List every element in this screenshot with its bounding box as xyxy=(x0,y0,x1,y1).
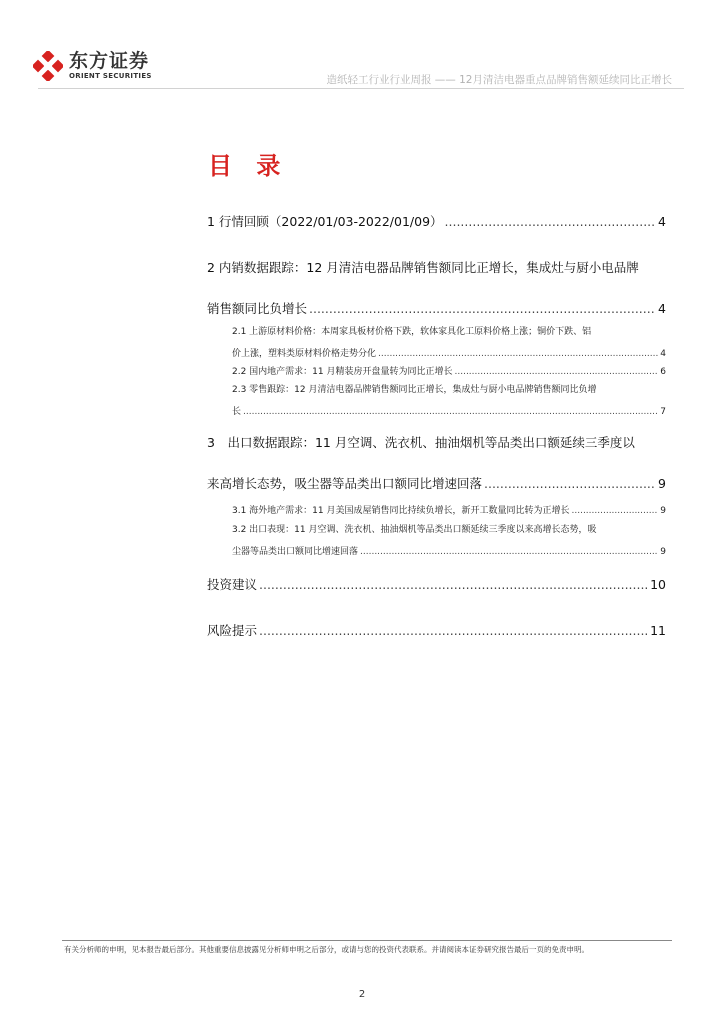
footer-disclaimer: 有关分析师的申明，见本报告最后部分。其他重要信息披露见分析师申明之后部分，或请与您的投资代表联系。并请阅读本证券研究报告最后一页的免责申明。 xyxy=(64,945,589,954)
toc-entry-title-cont: 销售额同比负增长 xyxy=(207,301,308,316)
toc-leader-dots xyxy=(243,407,658,417)
page-number: 2 xyxy=(358,989,366,1000)
toc-entry-2[interactable] xyxy=(207,258,666,317)
toc-entry-title-cont: 来高增长态势，吸尘器等品类出口额同比增速回落 xyxy=(207,476,483,491)
toc-entry-3[interactable] xyxy=(207,433,666,492)
toc-entry-2-3[interactable] xyxy=(232,382,666,417)
toc-page-number: 4 xyxy=(658,301,666,316)
toc-leader-dots xyxy=(455,367,659,377)
toc-entry-title: 3 出口数据跟踪：11 月空调、洗衣机、抽油烟机等品类出口额延续三季度以 xyxy=(207,435,635,450)
toc-page-number: 4 xyxy=(658,214,666,229)
toc-leader-dots xyxy=(259,577,648,592)
toc-leader-dots xyxy=(572,506,659,516)
toc-page-number: 4 xyxy=(660,349,666,359)
toc-entry-title-cont: 价上涨，塑料类原材料价格走势分化 xyxy=(232,349,377,359)
toc-entry-title: 3.2 出口表现：11 月空调、洗衣机、抽油烟机等品类出口额延续三季度以来高增长态势，吸 xyxy=(232,525,597,535)
toc-entry-title: 投资建议 xyxy=(207,577,258,592)
toc-entry-title: 2.3 零售跟踪：12 月清洁电器品牌销售额同比正增长，集成灶与厨小电品牌销售额同比负增 xyxy=(232,385,597,395)
toc-page-number: 10 xyxy=(650,577,666,592)
report-header-title: 造纸轻工行业行业周报 —— 12月清洁电器重点品牌销售额延续同比正增长 xyxy=(326,74,672,86)
toc-leader-dots xyxy=(378,349,658,359)
toc-entry-2-2[interactable] xyxy=(232,364,666,377)
toc-heading: 目 录 xyxy=(208,152,289,180)
toc-leader-dots xyxy=(259,623,648,638)
logo-mark-icon xyxy=(33,51,63,81)
toc-leader-dots xyxy=(445,214,657,229)
logo-name-en: ORIENT SECURITIES xyxy=(69,72,152,80)
toc-entry-title-cont: 长 xyxy=(232,407,242,417)
toc-entry-title-cont: 尘器等品类出口额同比增速回落 xyxy=(232,547,359,557)
toc-page-number: 9 xyxy=(660,506,666,516)
footer-divider xyxy=(62,940,672,941)
header-divider xyxy=(38,88,684,89)
toc-page-number: 7 xyxy=(660,407,666,417)
toc-entry-title: 2.1 上游原材料价格：本周家具板材价格下跌，软体家具化工原料价格上涨；铜价下跌、铝 xyxy=(232,327,592,337)
toc-entry-3-1[interactable] xyxy=(232,503,666,516)
toc-page-number: 11 xyxy=(650,623,666,638)
toc-entry-title: 风险提示 xyxy=(207,623,258,638)
toc-entry-3-2[interactable] xyxy=(232,522,666,557)
toc-entry-title: 1 行情回顾（2022/01/03-2022/01/09） xyxy=(207,214,443,229)
toc-entry-1[interactable] xyxy=(207,212,666,230)
toc-page-number: 9 xyxy=(660,547,666,557)
toc-entry-title: 2.2 国内地产需求：11 月精装房开盘量转为同比正增长 xyxy=(232,367,453,377)
toc-entry-4[interactable] xyxy=(207,575,666,593)
toc-page-number: 9 xyxy=(658,476,666,491)
toc-leader-dots xyxy=(360,547,658,557)
logo-name-cn: 东方证券 xyxy=(69,50,150,72)
toc-leader-dots xyxy=(484,476,656,491)
toc-entry-title: 2 内销数据跟踪：12 月清洁电器品牌销售额同比正增长，集成灶与厨小电品牌 xyxy=(207,260,639,275)
toc-entry-5[interactable] xyxy=(207,621,666,639)
toc-leader-dots xyxy=(309,301,656,316)
toc-entry-title: 3.1 海外地产需求：11 月美国成屋销售同比持续负增长，新开工数量同比转为正增长 xyxy=(232,506,570,516)
company-logo xyxy=(33,51,152,81)
toc-entry-2-1[interactable] xyxy=(232,324,666,359)
toc-page-number: 6 xyxy=(660,367,666,377)
